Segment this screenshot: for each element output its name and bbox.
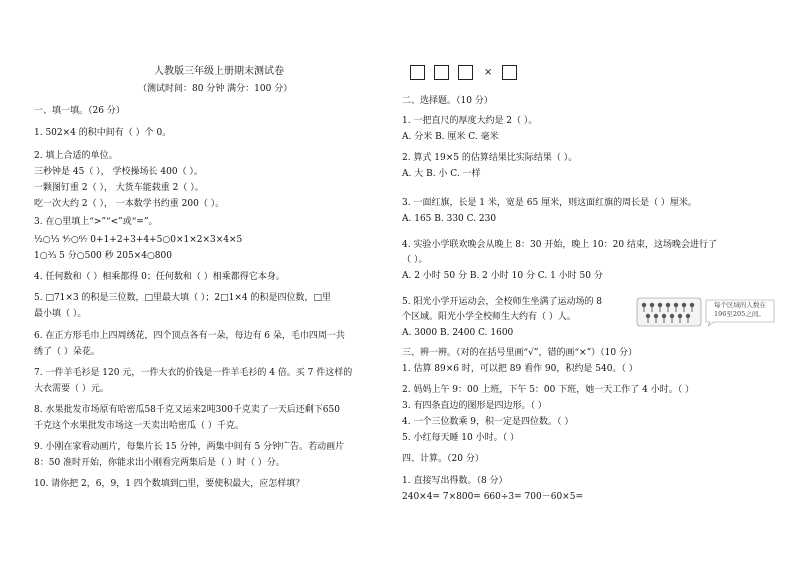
left-line-18: 9. 小刚在家看动画片，每集片长 15 分钟，两集中间有 5 分钟广告。若动画片 (34, 442, 345, 452)
left-line-3: 三秒钟是 45（ ）， 学校操场长 400（ ）。 (34, 167, 203, 177)
score-box-4[interactable] (502, 65, 517, 80)
left-line-13: 绣了（ ）朵花。 (34, 347, 100, 357)
left-line-19: 8：50 准时开始，你能求出小刚看完两集后是（ ）时（ ）分。 (34, 458, 285, 468)
right-line-3: 2. 算式 19×5 的估算结果比实际结果（ ）。 (402, 153, 578, 163)
right-line-16: 3. 有四条直边的图形是四边形。（ ） (402, 401, 547, 411)
right-line-20: 1. 直接写出得数。（8 分） (402, 476, 508, 486)
left-line-6: 3. 在○里填上“>”“<”或“=”。 (34, 217, 158, 227)
right-line-14: 1. 估算 89×6 时，可以把 89 看作 90，积约是 540。（ ） (402, 364, 638, 374)
bubble-line-1: 每个区域的人数在 (714, 301, 766, 309)
left-line-10: 5. □71×3 的积是三位数，□里最大填（ ）；2□1×4 的积是四位数，□里 (34, 293, 331, 303)
score-box-1[interactable] (410, 65, 425, 80)
score-boxes (410, 63, 526, 81)
right-line-5: 3. 一面红旗，长是 1 米，宽是 65 厘米，则这面红旗的周长是（ ）厘米。 (402, 198, 697, 208)
left-line-5: 吃一次大约 2（ ）， 一本数学书约重 200（ ）。 (34, 199, 225, 209)
left-line-2: 2. 填上合适的单位。 (34, 151, 118, 161)
left-line-0: 一、填一填。（26 分） (34, 106, 125, 116)
left-line-9: 4. 任何数和（ ）相乘都得 0；任何数和（ ）相乘都得它本身。 (34, 272, 285, 282)
right-line-9: A. 2 小时 50 分 B. 2 小时 10 分 C. 1 小时 50 分 (402, 271, 603, 281)
left-line-1: 1. 502×4 的积中间有（ ）个 0。 (34, 128, 172, 138)
right-line-21: 240×4= 7×800= 660÷3= 700－60×5= (402, 492, 583, 502)
right-line-11: 个区域。阳光小学全校师生大约有（ ）人。 (402, 312, 576, 322)
right-line-6: A. 165 B. 330 C. 230 (402, 214, 497, 224)
right-line-15: 2. 妈妈上午 9：00 上班，下午 5：00 下班，她一天工作了 4 小时。（ ） (402, 385, 695, 395)
right-line-19: 四、计算。（20 分） (402, 454, 484, 464)
left-line-4: 一颗图钉重 2（ ）， 大货车能载重 2（ ）。 (34, 183, 204, 193)
left-line-15: 大衣需要（ ）元。 (34, 384, 109, 394)
multiply-sign: × (484, 66, 493, 78)
bubble-line-2: 196至205之间。 (714, 310, 765, 318)
exam-subtitle: （测试时间：80 分钟 满分：100 分） (138, 84, 293, 94)
right-line-4: A. 大 B. 小 C. 一样 (402, 169, 481, 179)
right-line-8: （ ）。 (402, 255, 428, 265)
right-line-0: 二、选择题。（10 分） (402, 96, 493, 106)
exam-title: 人教版三年级上册期末测试卷 (154, 66, 284, 77)
left-line-7: ½○⅓ ⁴⁄₇○⁶⁄₇ 0+1+2+3+4+5○0×1×2×3×4×5 (34, 235, 243, 245)
right-line-18: 5. 小红每天睡 10 小时。（ ） (402, 433, 519, 443)
score-box-2[interactable] (434, 65, 449, 80)
right-line-10: 5. 阳光小学开运动会，全校师生坐满了运动场的 8 (402, 297, 603, 307)
left-line-12: 6. 在正方形毛巾上四周绣花，四个顶点各有一朵，每边有 6 朵，毛巾四周一共 (34, 331, 345, 341)
left-line-14: 7. 一件羊毛衫是 120 元，一件大衣的价钱是一件羊毛衫的 4 倍。买 7 件这样的 (34, 368, 353, 378)
left-line-17: 千克这个水果批发市场这一天卖出哈密瓜（ ）千克。 (34, 421, 244, 431)
right-line-13: 三、辨一辨。（对的在括号里画“√”，错的画“×”）（10 分） (402, 348, 637, 358)
right-line-17: 4. 一个三位数乘 9，积一定是四位数。（ ） (402, 417, 574, 427)
score-box-3[interactable] (458, 65, 473, 80)
speech-bubble-text (714, 301, 766, 319)
stadium-illustration (636, 296, 776, 328)
right-line-12: A. 3000 B. 2400 C. 1600 (402, 328, 514, 338)
right-line-7: 4. 实验小学联欢晚会从晚上 8：30 开始，晚上 10：20 结束，这场晚会进行了 (402, 240, 717, 250)
right-line-1: 1. 一把直尺的厚度大约是 2（ ）。 (402, 116, 538, 126)
left-line-8: 1○³⁄₃ 5 分○500 秒 205×4○800 (34, 251, 172, 261)
right-line-2: A. 分米 B. 厘米 C. 毫米 (402, 132, 499, 142)
left-line-16: 8. 水果批发市场原有哈密瓜58千克又运来2吨300千克卖了一天后还剩下650 (34, 405, 340, 415)
left-line-11: 最小填（ ）。 (34, 309, 87, 319)
left-line-20: 10. 请你把 2，6，9，1 四个数填到□里，要使积最大，应怎样填？ (34, 479, 305, 489)
